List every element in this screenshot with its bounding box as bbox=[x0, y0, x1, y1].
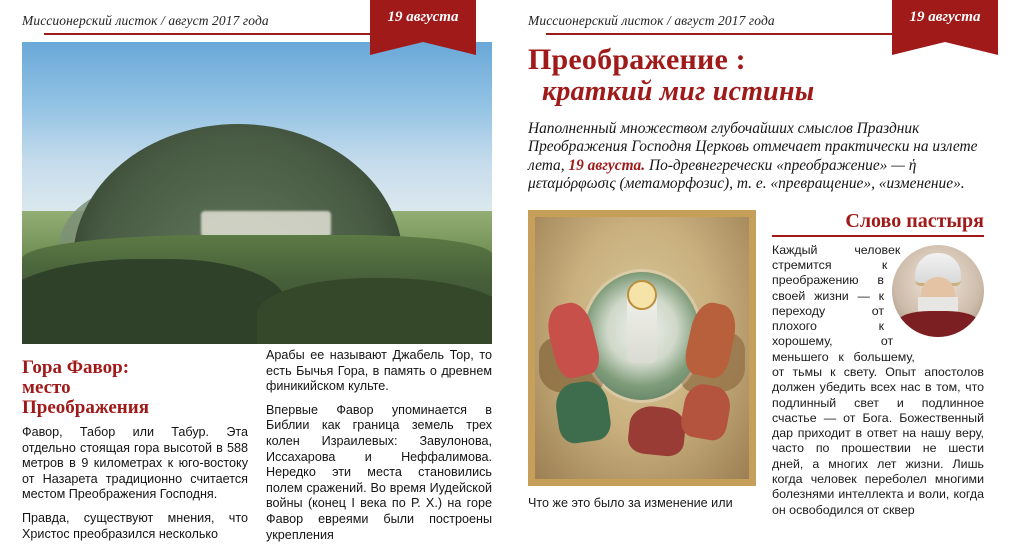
running-head-text: Миссионерский листок / август 2017 года bbox=[528, 13, 775, 28]
running-head-text: Миссионерский листок / август 2017 года bbox=[22, 13, 269, 28]
right-page bbox=[510, 0, 1020, 543]
icon-caption: Что же это было за изменение или bbox=[528, 495, 733, 510]
pastor-column bbox=[772, 210, 984, 518]
icon-column bbox=[528, 210, 756, 518]
pastor-heading: Слово пастыря bbox=[772, 210, 984, 237]
left-columns bbox=[22, 344, 492, 551]
pastor-text-block bbox=[772, 243, 984, 518]
photo-village bbox=[201, 211, 331, 237]
left-body-column-1 bbox=[22, 425, 248, 542]
right-body bbox=[528, 210, 998, 518]
left-headline-line-2: место bbox=[22, 377, 71, 398]
paragraph: Арабы ее называют Джабель Тор, то есть Бычья Гора, в память о древнем финикийском культе. bbox=[266, 348, 492, 394]
lede-part-2: По-древнегречески «преображение» — ἡ μεταμόρφωσις (метаморфозис), т. е. «превращение», «изменение». bbox=[528, 156, 965, 193]
date-flag-right: 19 августа bbox=[892, 0, 998, 42]
left-headline bbox=[22, 358, 248, 418]
icon-surface bbox=[535, 217, 749, 479]
article-title-line-1: Преображение : bbox=[528, 43, 746, 76]
lede-part-1: Наполненный множеством глубочайших смыслов Праздник Преображения Господня Церковь отмечает практически на излете лета, bbox=[528, 120, 978, 174]
transfiguration-icon bbox=[528, 210, 756, 486]
left-column-2 bbox=[266, 344, 492, 551]
icon-apostle-center bbox=[627, 404, 688, 458]
paragraph: Впервые Фавор упоминается в Библии как граница земель трех колен Израилевых: Завулонова, Иссахарова и Неффалимова. Нередко эти места становились полем сражений. Во время Иудейской войны (конец I века по Р. Х.) на горе Фавор евреями были построены укрепления bbox=[266, 402, 492, 542]
mount-tabor-photo bbox=[22, 42, 492, 344]
left-headline-line-1: Гора Фавор: bbox=[22, 357, 130, 378]
left-page bbox=[0, 0, 510, 543]
photo-foreground-right bbox=[257, 278, 492, 344]
article-title-line-2: краткий миг истины bbox=[542, 76, 815, 107]
portrait-robe bbox=[898, 311, 978, 337]
avatar bbox=[892, 245, 984, 337]
lede-highlight-date: 19 августа. bbox=[568, 156, 646, 174]
paragraph: Правда, существуют мнения, что Христос преобразился несколько bbox=[22, 510, 248, 541]
article-lede bbox=[528, 120, 998, 194]
left-body-column-2 bbox=[266, 348, 492, 543]
icon-apostle-left bbox=[553, 379, 613, 446]
pastor-paragraph: Каждый человек стремится к преображению в своей жизни — к переходу от плохого к хорошему, от меньшего к большему, от тьмы к свету. Опыт апостолов должен убедить всех нас в том, что подлинный свет и подлинное счастье — от Бога. Божественный дар приходит в ответ на нашу веру, часто по прошествии не шести дней, а многих лет жизни. Лишь когда человек переболел многими болезнями интеллекта и воли, когда он освободился от сквер bbox=[772, 242, 984, 517]
patriarch-portrait bbox=[892, 245, 984, 353]
left-column-1 bbox=[22, 344, 248, 551]
paragraph: Фавор, Табор или Табур. Эта отдельно стоящая гора высотой в 588 метров в 9 километрах к юго-востоку от Назарета традиционно считается местом Преображения Господня. bbox=[22, 425, 248, 502]
page-gutter bbox=[510, 0, 511, 543]
left-headline-line-3: Преображения bbox=[22, 397, 149, 418]
date-flag-left: 19 августа bbox=[370, 0, 476, 42]
icon-halo bbox=[627, 280, 657, 310]
photo-foreground-left bbox=[22, 259, 285, 344]
